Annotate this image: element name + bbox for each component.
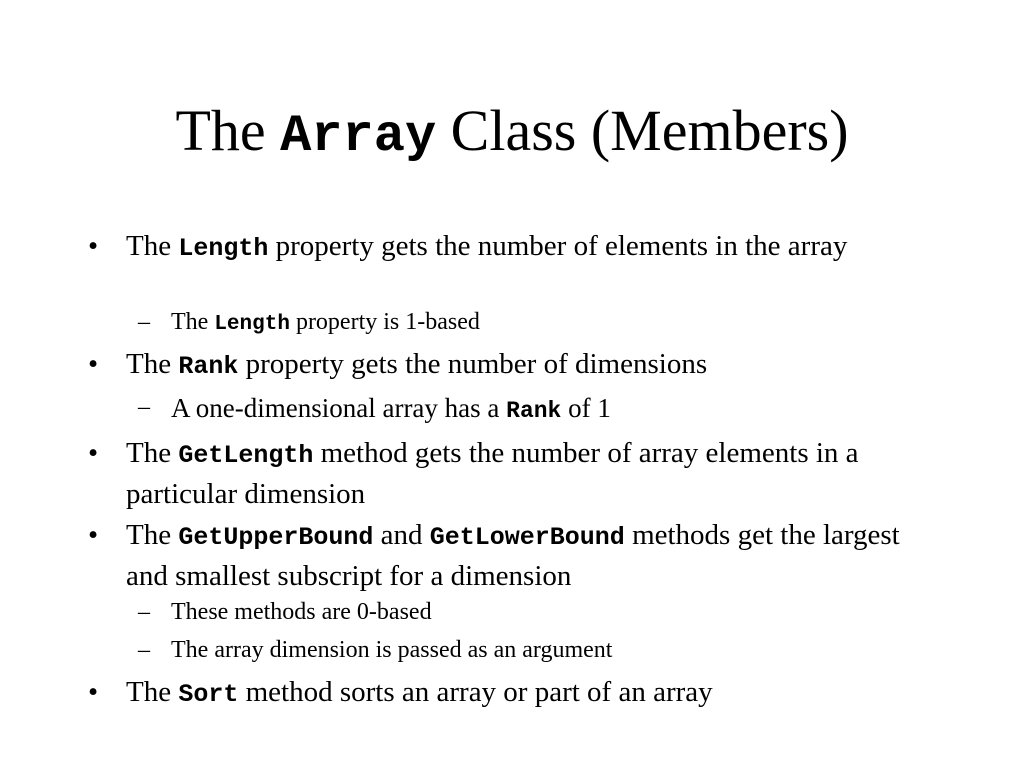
code-term: GetUpperBound — [178, 523, 374, 552]
sub-bullet-marker: – — [138, 394, 150, 420]
sub-bullet-rank-of-1 — [138, 391, 918, 428]
sub-bullet-text: The array dimension is passed as an argument — [171, 637, 613, 663]
text-segment: The — [126, 437, 179, 469]
sub-bullet-marker: – — [138, 637, 150, 663]
text-segment: The — [126, 348, 179, 380]
code-term: Rank — [506, 398, 562, 424]
bullet-sort-method — [88, 673, 918, 714]
bullet-text — [126, 434, 918, 514]
text-segment: The — [126, 519, 179, 551]
title-code: Array — [280, 107, 437, 166]
sub-bullet-dimension-argument — [138, 634, 918, 666]
sub-bullet-marker: – — [138, 309, 150, 335]
sub-bullet-text — [171, 391, 918, 428]
bullet-marker: • — [88, 348, 99, 380]
text-segment: The — [126, 230, 179, 262]
bullet-text — [126, 673, 918, 714]
text-segment: and — [373, 519, 430, 551]
code-term: Sort — [178, 680, 239, 709]
sub-bullet-0-based — [138, 596, 918, 628]
bullet-marker: • — [88, 437, 99, 469]
text-segment: method sorts an array or part of an array — [238, 676, 713, 708]
text-segment: The — [126, 676, 179, 708]
bullet-marker: • — [88, 230, 99, 262]
bullet-text — [126, 227, 918, 268]
text-segment: methods get the largest and smallest subscript for a dimension — [126, 519, 900, 592]
text-segment: method gets the number of array elements in a particular dimension — [126, 437, 859, 510]
code-term: Length — [214, 313, 290, 336]
bullet-getlength-method — [88, 434, 918, 514]
text-segment: of 1 — [561, 393, 611, 423]
sub-bullet-text: These methods are 0-based — [171, 599, 432, 625]
text-segment: property gets the number of elements in the array — [268, 230, 848, 262]
bullet-bound-methods — [88, 516, 918, 596]
text-segment: The — [171, 309, 215, 335]
bullet-marker: • — [88, 519, 99, 551]
bullet-length-property — [88, 227, 918, 268]
sub-bullet-length-1-based — [138, 306, 918, 341]
text-segment: A one-dimensional array has a — [171, 393, 507, 423]
bullet-text — [126, 345, 918, 386]
code-term: Length — [178, 234, 269, 263]
title-prefix: The — [175, 98, 281, 163]
text-segment: property is 1-based — [289, 309, 480, 335]
sub-bullet-marker: – — [138, 599, 150, 625]
code-term: GetLowerBound — [429, 523, 625, 552]
bullet-text — [126, 516, 918, 596]
code-term: GetLength — [178, 441, 314, 470]
title-suffix: Class (Members) — [436, 98, 849, 163]
sub-bullet-text — [171, 306, 918, 341]
bullet-rank-property — [88, 345, 918, 386]
bullet-marker: • — [88, 676, 99, 708]
text-segment: property gets the number of dimensions — [238, 348, 708, 380]
code-term: Rank — [178, 352, 239, 381]
